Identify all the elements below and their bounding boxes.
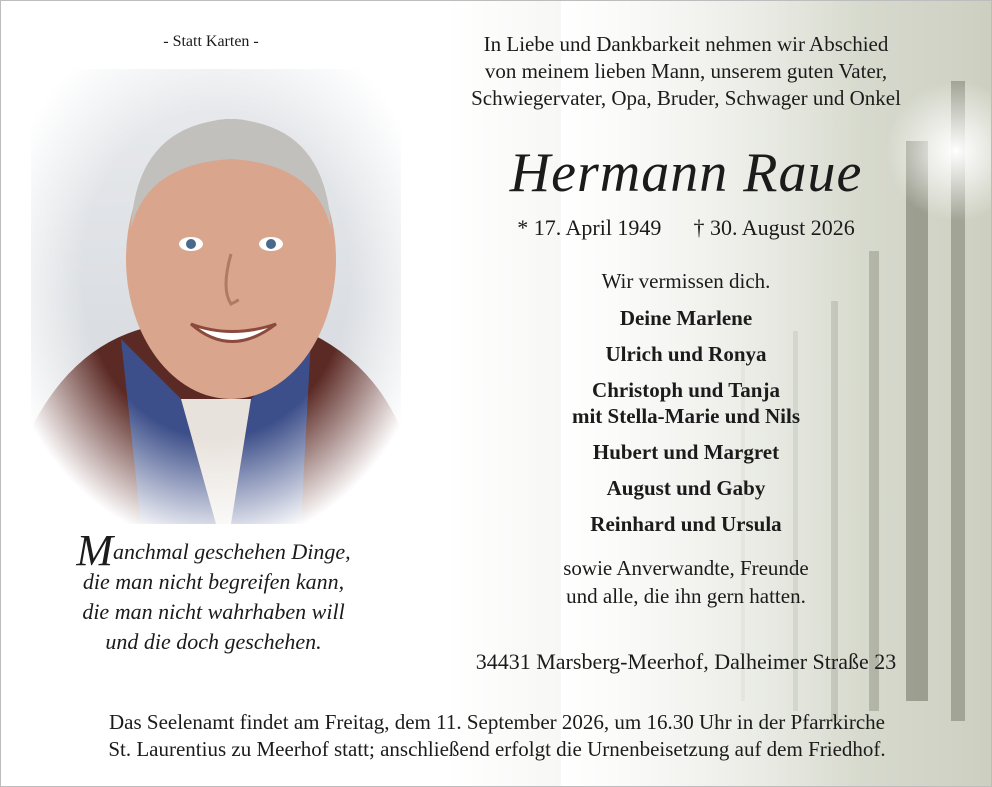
statt-karten-label: - Statt Karten - [163,33,259,50]
intro-line: In Liebe und Dankbarkeit nehmen wir Abschied [483,32,889,56]
deceased-name: Hermann Raue [509,142,863,204]
relatives-line: sowie Anverwandte, Freunde [563,556,809,580]
death-date: † 30. August 2026 [693,215,855,240]
quote-line: die man nicht wahrhaben will [82,599,345,624]
service-announcement [11,709,983,763]
quote-line: die man nicht begreifen kann, [82,569,345,594]
quote-line: und die doch geschehen. [105,629,322,654]
family-entry: August und Gaby [606,476,766,500]
memorial-quote [21,526,406,657]
intro-text [406,31,966,112]
family-entry: Hubert und Margret [592,440,780,464]
family-entry: Christoph und Tanja [592,378,780,402]
service-line: St. Laurentius zu Meerhof statt; anschließend erfolgt die Urnenbeisetzung auf dem Friedhof. [108,737,886,761]
life-dates [406,215,966,241]
intro-line: von meinem lieben Mann, unserem guten Vater, [484,59,888,83]
relatives-line: und alle, die ihn gern hatten. [566,584,806,608]
portrait-photo [31,69,401,524]
quote-line-1-rest: anchmal geschehen Dinge, [113,539,351,564]
family-entry: Ulrich und Ronya [605,342,767,366]
miss-text: Wir vermissen dich. [601,269,771,293]
intro-line: Schwiegervater, Opa, Bruder, Schwager und Onkel [471,86,901,110]
relatives-text [406,554,966,610]
family-list [406,305,966,547]
family-entry: Reinhard und Ursula [590,512,782,536]
address: 34431 Marsberg-Meerhof, Dalheimer Straße 23 [475,649,897,674]
service-line: Das Seelenamt findet am Freitag, dem 11. September 2026, um 16.30 Uhr in der Pfarrkirche [108,710,885,734]
birth-date: * 17. April 1949 [517,215,662,240]
family-entry: mit Stella-Marie und Nils [571,404,801,428]
family-entry: Deine Marlene [619,306,753,330]
quote-initial: M [76,526,113,575]
quote-line [21,526,406,575]
